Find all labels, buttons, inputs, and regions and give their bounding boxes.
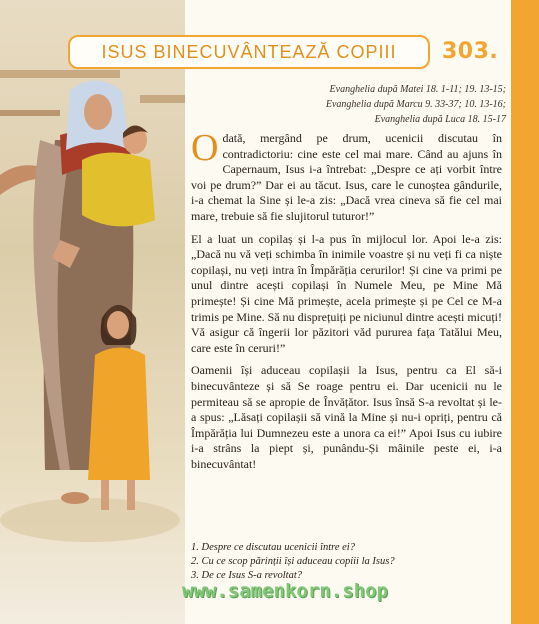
girl-leg	[127, 480, 135, 510]
girl-face-front	[107, 311, 129, 339]
child-yellow-tunic	[82, 153, 155, 227]
reference-line: Evanghelia după Matei 18. 1-11; 19. 13-15;	[329, 84, 506, 95]
drop-cap: O	[191, 127, 219, 169]
girl-leg	[101, 480, 109, 510]
illustration-mother-and-children	[0, 0, 185, 624]
girl-dress	[88, 348, 150, 481]
reference-line: Evanghelia după Luca 18. 15-17	[374, 114, 506, 125]
illustration-drawing	[0, 0, 185, 624]
watermark: www.samenkorn.shop	[182, 580, 388, 602]
title-box	[68, 35, 430, 69]
story-paragraph: Oamenii își aduceau copilașii la Isus, pentru ca El să-i binecuvânteze și să Se roage pentru ei. Dar ucenicii nu le permiteau să se apropie de Învățător. Isus însă S-a revoltat și le-a spus: „Lăsați copilașii să vină la Mine și nu-i opriți, pentru că Împărăția lui Dumnezeu este a unora ca ei!” Apoi Isus cu iubire i-a strâns la piept și, punându-Și mâinile peste ei, i-a binecuvântat!	[191, 363, 502, 471]
paragraph-text: dată, mergând pe drum, ucenicii discutau în contradictoriu: cine este cel mai mare. Când au ajuns în Capernaum, Isus i-a întrebat: „Despre ce ați vorbit între voi pe drum?” Dar ei au tăcut. Isus, care le cunoștea gândurile, i-a chemat la Sine și le-a zis: „Dacă vrea cineva să fie cel mai mare, trebuie să fie slujitorul tuturor!”	[191, 131, 502, 223]
reference-line: Evanghelia după Marcu 9. 33-37; 10. 13-16;	[325, 99, 506, 110]
beam	[0, 110, 60, 116]
page-edge-bar	[511, 0, 539, 624]
story-text	[191, 127, 502, 479]
beam	[0, 70, 120, 78]
beam	[140, 95, 185, 103]
question-item: 3. De ce Isus S-a revoltat?	[191, 570, 302, 581]
ground-shadow	[0, 498, 180, 542]
lesson-number: 303.	[442, 39, 499, 64]
page-title: ISUS BINECUVÂNTEAZĂ COPIII	[101, 41, 397, 62]
mother-foot	[61, 492, 89, 504]
story-paragraph: El a luat un copilaș și l-a pus în mijlocul lor. Apoi le-a zis: „Dacă nu vă veți schimba în inimile voastre și nu veți fi ca niște copilași, nu veți intra în Împărăția cerurilor! Și cine va primi pe unul dintre acești copilași în Numele Meu, pe Mine Mă primește! Și cine Mă primește, acela primește și pe Cel ce M-a trimis pe Mine. Să nu disprețuiți pe niciunul dintre acești micuți! Vă asigur că îngerii lor păzitori văd pururea fața Tatălui Meu, care este în ceruri!”	[191, 231, 502, 355]
bible-references	[230, 82, 506, 127]
mother-face	[84, 94, 112, 130]
story-paragraph	[191, 127, 502, 225]
review-questions	[191, 541, 491, 583]
question-item: 2. Cu ce scop părinții își aduceau copiii la Isus?	[191, 556, 395, 567]
question-item: 1. Despre ce discutau ucenicii între ei?	[191, 542, 355, 553]
